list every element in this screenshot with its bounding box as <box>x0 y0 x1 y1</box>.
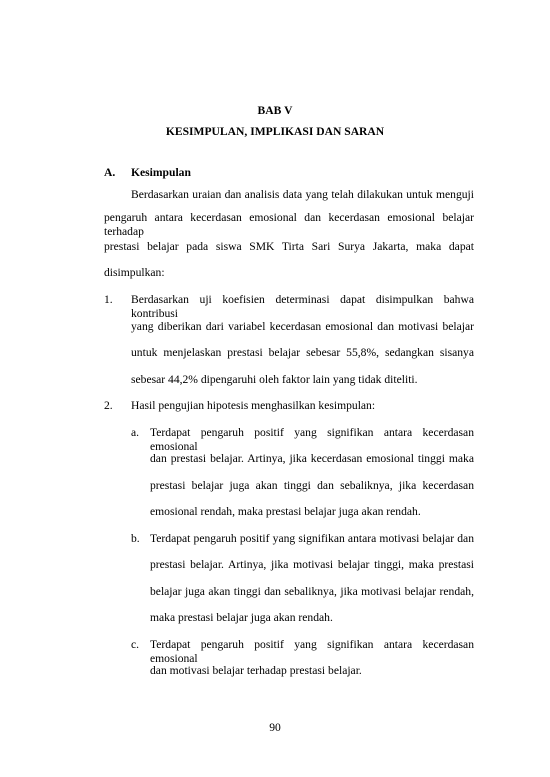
sublist-item-line: prestasi belajar. Artinya, jika motivasi belajar tinggi, maka prestasi <box>150 558 474 571</box>
chapter-title: KESIMPULAN, IMPLIKASI DAN SARAN <box>165 125 385 138</box>
sublist-item-line: Terdapat pengaruh positif yang signifikan antara motivasi belajar dan <box>150 532 474 545</box>
sublist-marker: a. <box>131 426 140 439</box>
list-item-line: yang diberikan dari variabel kecerdasan emosional dan motivasi belajar <box>131 320 474 333</box>
section-heading: Kesimpulan <box>131 166 191 179</box>
list-marker: 2. <box>104 399 113 412</box>
sublist-item-line: maka prestasi belajar juga akan rendah. <box>150 611 333 624</box>
section-marker: A. <box>104 166 116 179</box>
chapter-number: BAB V <box>257 104 293 117</box>
page-number: 90 <box>269 721 281 734</box>
intro-line: pengaruh antara kecerdasan emosional dan kecerdasan emosional belajar terhadap <box>104 211 474 238</box>
sublist-marker: c. <box>131 638 140 651</box>
sublist-item-line: emosional rendah, maka prestasi belajar juga akan rendah. <box>150 505 421 518</box>
sublist-item-line: dan motivasi belajar terhadap prestasi belajar. <box>150 664 362 677</box>
list-item-line: Berdasarkan uji koefisien determinasi dapat disimpulkan bahwa kontribusi <box>131 293 474 320</box>
list-item-line: Hasil pengujian hipotesis menghasilkan kesimpulan: <box>131 399 376 412</box>
intro-line: disimpulkan: <box>104 266 165 279</box>
sublist-item-line: belajar juga akan tinggi dan sebaliknya, jika motivasi belajar rendah, <box>150 585 474 598</box>
list-item-line: untuk menjelaskan prestasi belajar sebesar 55,8%, sedangkan sisanya <box>131 346 474 359</box>
sublist-item-line: prestasi belajar juga akan tinggi dan sebaliknya, jika kecerdasan <box>150 479 474 492</box>
sublist-item-line: dan prestasi belajar. Artinya, jika kecerdasan emosional tinggi maka <box>150 452 474 465</box>
sublist-item-line: Terdapat pengaruh positif yang signifikan antara kecerdasan emosional <box>150 426 474 453</box>
sublist-marker: b. <box>131 532 140 545</box>
sublist-item-line: Terdapat pengaruh positif yang signifikan antara kecerdasan emosional <box>150 638 474 665</box>
list-item-line: sebesar 44,2% dipengaruhi oleh faktor lain yang tidak diteliti. <box>131 373 418 386</box>
list-marker: 1. <box>104 293 113 306</box>
intro-line: prestasi belajar pada siswa SMK Tirta Sari Surya Jakarta, maka dapat <box>104 240 474 253</box>
intro-line: Berdasarkan uraian dan analisis data yang telah dilakukan untuk menguji <box>131 188 474 201</box>
